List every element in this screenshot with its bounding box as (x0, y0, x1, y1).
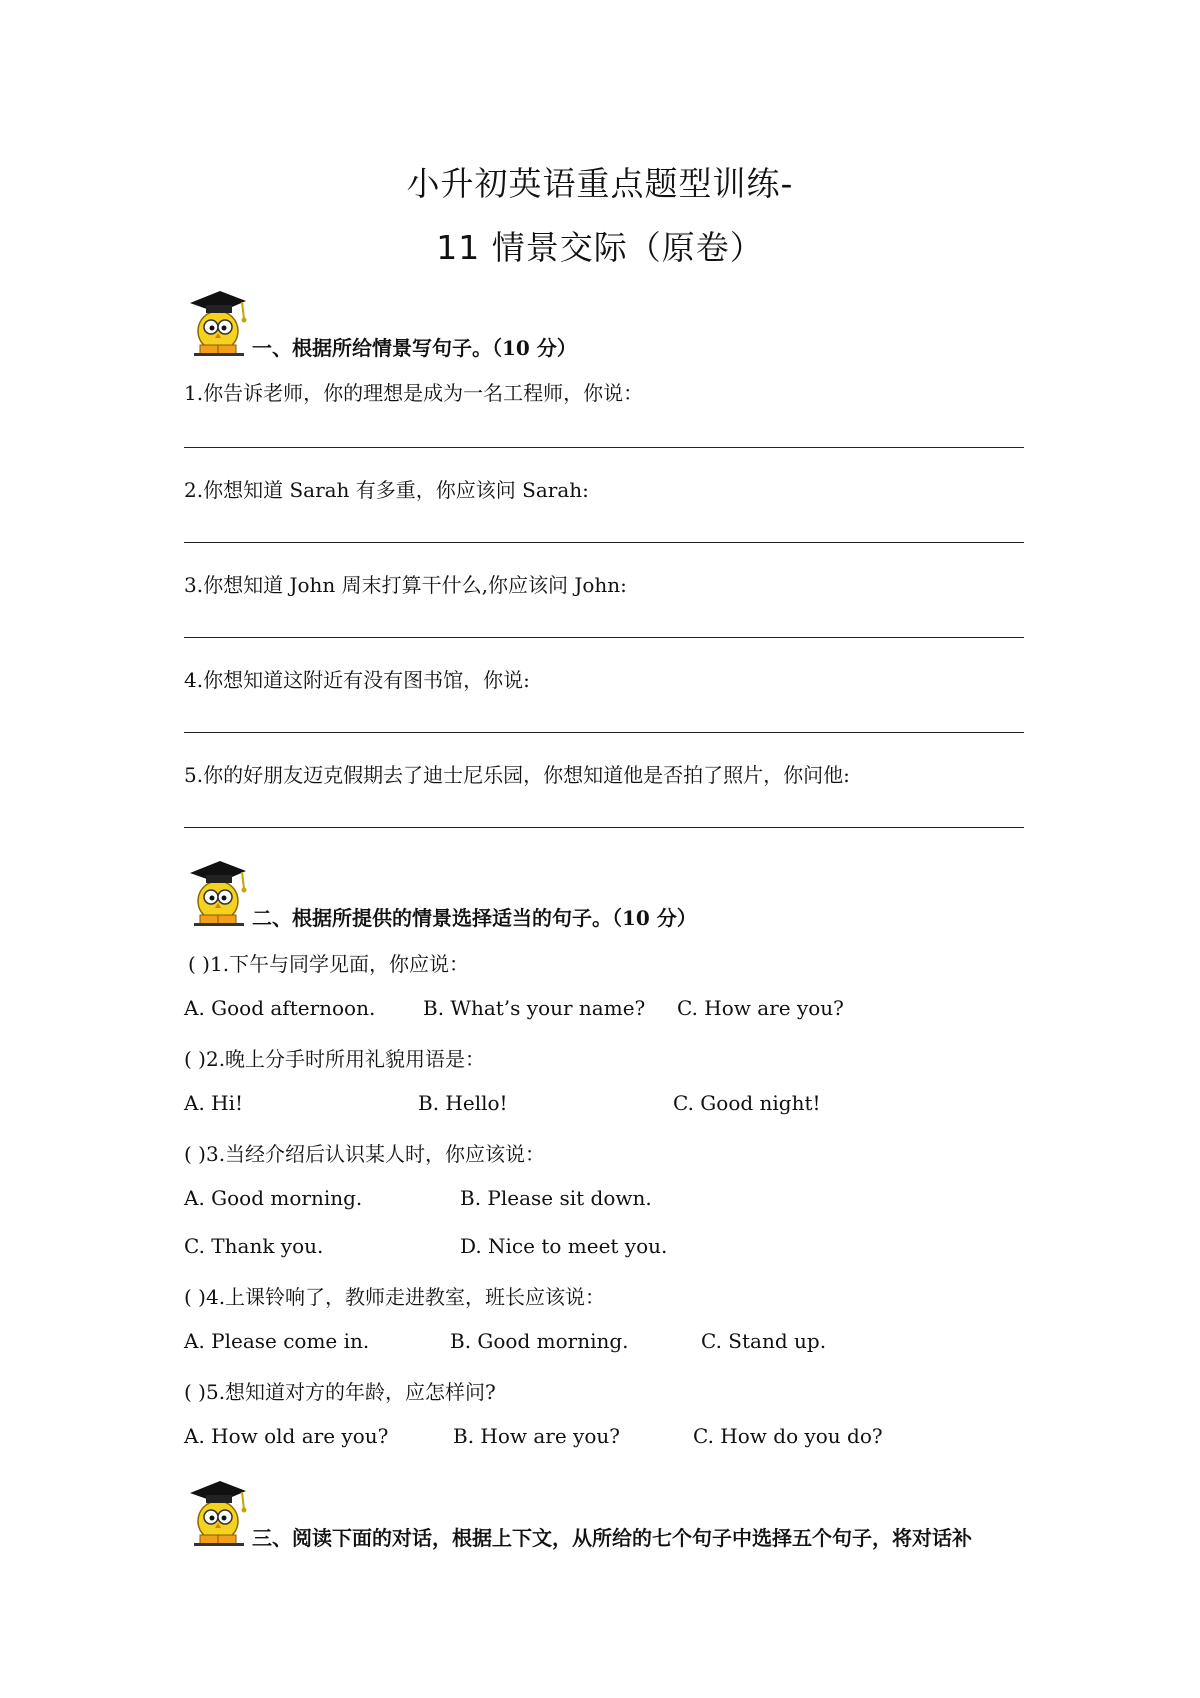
section2-header (184, 855, 1044, 930)
s2-q1-option-b[interactable]: B. What’s your name? (423, 996, 646, 1020)
s1-answer-line-3[interactable] (184, 637, 1024, 638)
s2-q3-option-d[interactable]: D. Nice to meet you. (460, 1234, 668, 1258)
s1-question-5: 5.你的好朋友迈克假期去了迪士尼乐园，你想知道他是否拍了照片，你问他: (184, 763, 850, 787)
s1-question-2: 2.你想知道 Sarah 有多重，你应该问 Sarah: (184, 478, 589, 502)
document-title-line1: 小升初英语重点题型训练- (406, 164, 794, 203)
s2-question-4: ( )4.上课铃响了，教师走进教室，班长应该说： (184, 1285, 606, 1309)
s2-q1-option-c[interactable]: C. How are you? (677, 996, 844, 1020)
section3-title: 三、阅读下面的对话，根据上下文，从所给的七个句子中选择五个句子，将对话补 (252, 1526, 972, 1550)
s2-q4-option-a[interactable]: A. Please come in. (184, 1329, 370, 1353)
s2-q5-option-a[interactable]: A. How old are you? (184, 1424, 389, 1448)
graduate-owl-mascot-icon (184, 285, 248, 357)
section1-title: 一、根据所给情景写句子。（10 分） (252, 336, 577, 360)
s2-q5-option-c[interactable]: C. How do you do? (693, 1424, 883, 1448)
s2-q1-option-a[interactable]: A. Good afternoon. (184, 996, 376, 1020)
s1-answer-line-5[interactable] (184, 827, 1024, 828)
section3-header (184, 1475, 1044, 1550)
s1-question-1: 1.你告诉老师，你的理想是成为一名工程师，你说： (184, 381, 644, 405)
graduate-owl-mascot-icon (184, 1475, 248, 1547)
document-title-line2: 11 情景交际（原卷） (436, 228, 764, 267)
section1-header (184, 285, 1044, 360)
s2-question-5: ( )5.想知道对方的年龄，应怎样问? (184, 1380, 496, 1404)
s2-q4-option-c[interactable]: C. Stand up. (701, 1329, 827, 1353)
section2-title: 二、根据所提供的情景选择适当的句子。（10 分） (252, 906, 697, 930)
s1-question-4: 4.你想知道这附近有没有图书馆，你说: (184, 668, 530, 692)
s2-q3-option-c[interactable]: C. Thank you. (184, 1234, 324, 1258)
s2-q3-option-b[interactable]: B. Please sit down. (460, 1186, 652, 1210)
graduate-owl-mascot-icon (184, 855, 248, 927)
s2-question-1: ( )1.下午与同学见面，你应说： (188, 952, 470, 976)
s1-question-3: 3.你想知道 John 周末打算干什么,你应该问 John: (184, 573, 627, 597)
s2-q4-option-b[interactable]: B. Good morning. (450, 1329, 629, 1353)
s1-answer-line-1[interactable] (184, 447, 1024, 448)
s1-answer-line-4[interactable] (184, 732, 1024, 733)
s2-q5-option-b[interactable]: B. How are you? (453, 1424, 620, 1448)
s2-q2-option-b[interactable]: B. Hello! (418, 1091, 508, 1115)
s2-q2-option-c[interactable]: C. Good night! (673, 1091, 821, 1115)
s2-question-2: ( )2.晚上分手时所用礼貌用语是： (184, 1047, 486, 1071)
s2-q2-option-a[interactable]: A. Hi! (184, 1091, 244, 1115)
s2-q3-option-a[interactable]: A. Good morning. (184, 1186, 363, 1210)
s1-answer-line-2[interactable] (184, 542, 1024, 543)
s2-question-3: ( )3.当经介绍后认识某人时，你应该说： (184, 1142, 546, 1166)
